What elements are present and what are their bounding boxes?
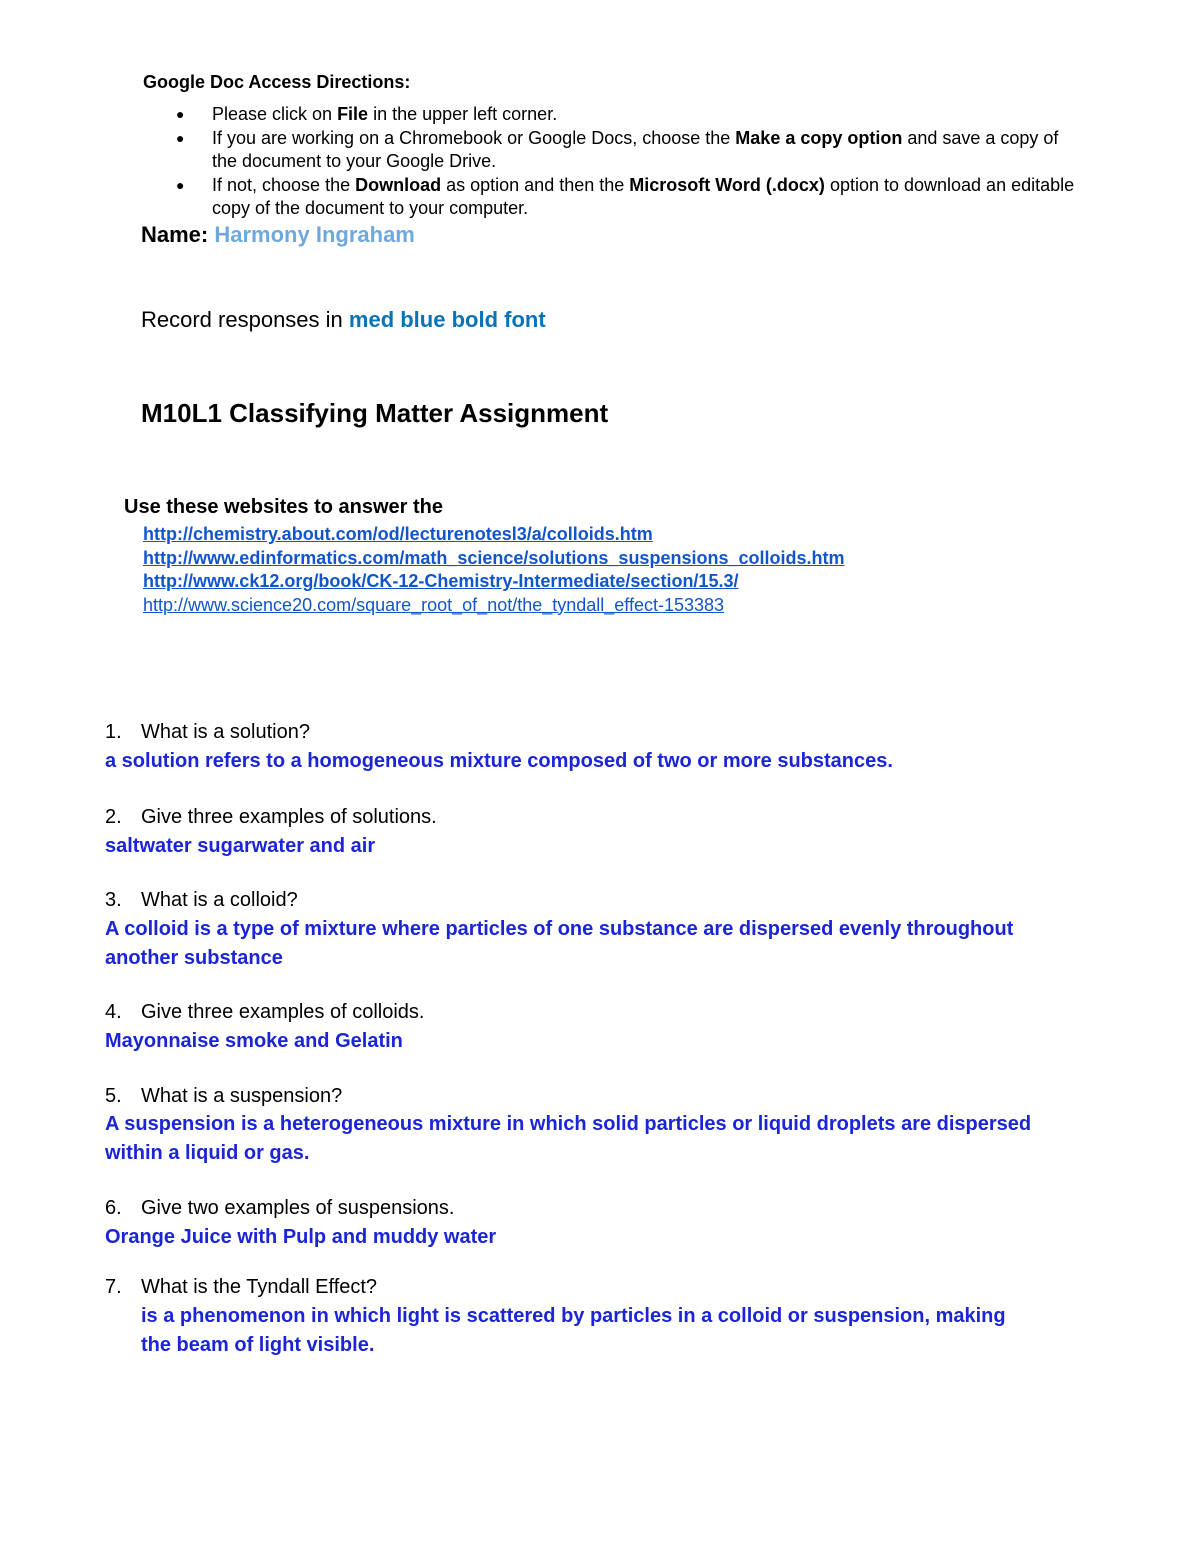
name-row bbox=[141, 222, 415, 248]
record-instructions: Record responses in med blue bold font bbox=[141, 307, 546, 332]
bullet-icon: ● bbox=[176, 176, 185, 193]
link-science20[interactable]: http://www.science20.com/square_root_of_not/the_tyndall_effect-153383 bbox=[143, 594, 725, 615]
question-7: 7. What is the Tyndall Effect? bbox=[105, 1276, 378, 1298]
answer-1: a solution refers to a homogeneous mixture composed of two or more substances. bbox=[105, 750, 893, 772]
link-chemistry-about[interactable]: http://chemistry.about.com/od/lecturenotesl3/a/colloids.htm bbox=[143, 524, 653, 544]
question-4: 4. Give three examples of colloids. bbox=[105, 1001, 425, 1023]
link-edinformatics[interactable]: http://www.edinformatics.com/math_science/solutions_suspensions_colloids.htm bbox=[143, 547, 845, 568]
answer-7: is a phenomenon in which light is scattered by particles in a colloid or suspension, making the beam of light visible. bbox=[141, 1305, 1006, 1356]
link-ck12[interactable]: http://www.ck12.org/book/CK-12-Chemistry-Intermediate/section/15.3/ bbox=[143, 571, 739, 591]
answer-3: A colloid is a type of mixture where particles of one substance are dispersed evenly throughout another substance bbox=[105, 918, 1014, 969]
bullet-icon: ● bbox=[176, 129, 185, 146]
directions-list bbox=[176, 103, 1076, 221]
name-value: Harmony Ingraham bbox=[214, 222, 415, 247]
question-6: 6. Give two examples of suspensions. bbox=[105, 1197, 455, 1219]
directions-bullet: ● If not, choose the Download as option and then the Microsoft Word (.docx) option to download an editable copy of the document to your computer. bbox=[176, 174, 1075, 218]
directions-bullet: ● If you are working on a Chromebook or Google Docs, choose the Make a copy option and save a copy of the document to your Google Drive. bbox=[176, 127, 1059, 171]
name-label: Name: bbox=[141, 222, 209, 247]
websites-links bbox=[143, 523, 844, 617]
question-3: 3. What is a colloid? bbox=[105, 889, 298, 911]
assignment-title: M10L1 Classifying Matter Assignment bbox=[141, 398, 609, 428]
directions-heading: Google Doc Access Directions: bbox=[143, 72, 411, 92]
directions-bullet: ● Please click on File in the upper left corner. bbox=[176, 103, 1076, 127]
answer-6: Orange Juice with Pulp and muddy water bbox=[105, 1226, 497, 1248]
record-highlight: med blue bold font bbox=[348, 307, 546, 332]
question-5: 5. What is a suspension? bbox=[105, 1085, 343, 1107]
question-1: 1. What is a solution? bbox=[105, 721, 310, 743]
websites-intro: Use these websites to answer the bbox=[124, 496, 444, 518]
answer-5: A suspension is a heterogeneous mixture in which solid particles or liquid droplets are dispersed within a liquid or gas. bbox=[105, 1113, 1032, 1164]
answer-4: Mayonnaise smoke and Gelatin bbox=[105, 1030, 403, 1052]
bullet-icon: ● bbox=[176, 106, 185, 122]
answer-2: saltwater sugarwater and air bbox=[105, 835, 376, 857]
question-2: 2. Give three examples of solutions. bbox=[105, 806, 437, 828]
